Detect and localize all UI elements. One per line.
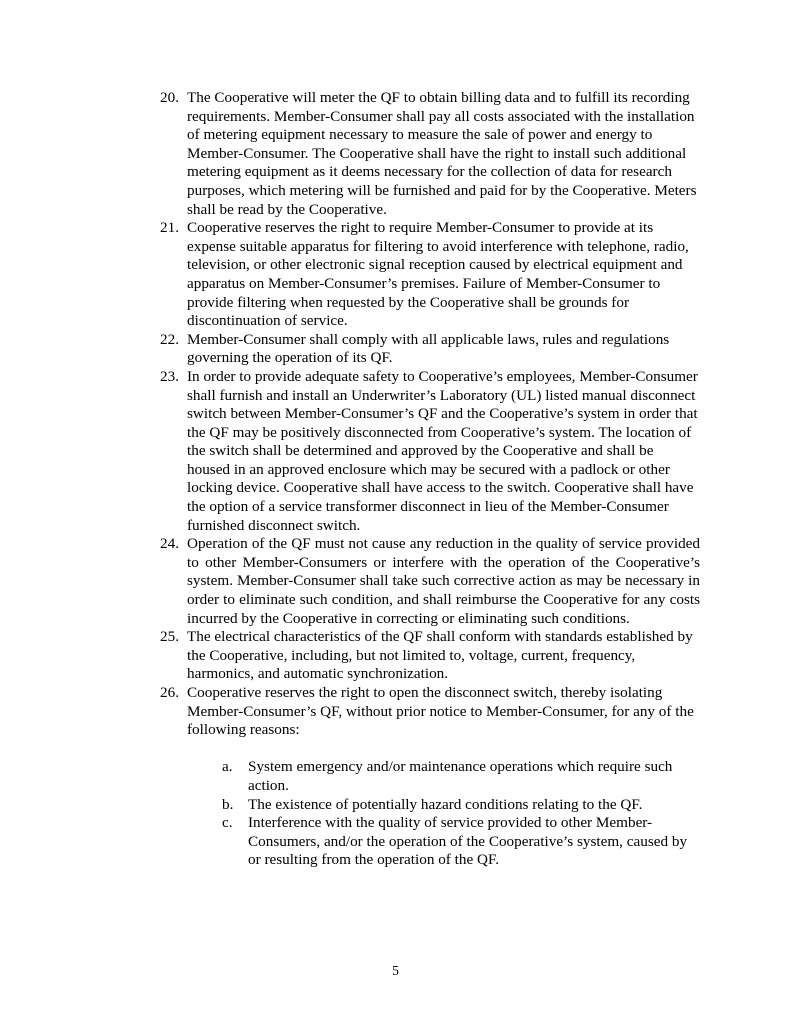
subclause-marker: c.: [222, 814, 233, 832]
clause-text: Cooperative reserves the right to open the disconnect switch, thereby isolating Member-Consumer’s QF, without prior notice to Member-Consumer, for any of the following reasons:: [187, 684, 694, 739]
subclause-marker: a.: [222, 758, 233, 776]
subclause-text: System emergency and/or maintenance operations which require such action.: [248, 758, 673, 794]
clause-item-22: [160, 331, 700, 368]
clause-item-20: [160, 89, 700, 219]
subclause-marker: b.: [222, 795, 234, 813]
clause-marker: 25.: [160, 628, 179, 646]
subclause-text: Interference with the quality of service provided to other Member-Consumers, and/or the operation of the Cooperative’s system, caused by or resulting from the operation of the QF.: [248, 814, 688, 869]
clause-marker: 20.: [160, 89, 179, 106]
clause-item-24: [160, 535, 700, 628]
clause-text: The electrical characteristics of the QF shall conform with standards established by the Cooperative, including, but not limited to, voltage, current, frequency, harmonics, and automatic synchronization.: [187, 628, 693, 683]
document-body: [160, 89, 700, 870]
lettered-subclause-list: [160, 758, 700, 870]
clause-marker: 22.: [160, 330, 179, 348]
clause-text: In order to provide adequate safety to Cooperative’s employees, Member-Consumer shall furnish and install an Underwriter’s Laboratory (UL) listed manual disconnect switch between Member-Consumer’s QF and the Cooperative’s system in order that the QF may be positively disconnected from Cooperative’s system. The location of the switch shall be determined and approved by the Cooperative and shall be housed in an approved enclosure which may be secured with a padlock or other locking device. Cooperative shall have access to the switch. Cooperative shall have the option of a service transformer disconnect in lieu of the Member-Consumer furnished disconnect switch.: [187, 367, 698, 534]
clause-marker: 21.: [160, 219, 179, 237]
clause-item-25: [160, 628, 700, 684]
clause-marker: 24.: [160, 535, 179, 553]
subclause-text: The existence of potentially hazard conditions relating to the QF.: [248, 795, 643, 813]
clause-marker: 26.: [160, 684, 179, 701]
subclause-item-c: [222, 814, 700, 870]
clause-text: The Cooperative will meter the QF to obtain billing data and to fulfill its recording requirements. Member-Consumer shall pay all costs associated with the installation of metering equipment necessary to measure the sale of power and energy to Member-Consumer. The Cooperative shall have the right to install such additional metering equipment as it deems necessary for the collection of data for research purposes, which metering will be furnished and paid for by the Cooperative. Meters shall be read by the Cooperative.: [187, 89, 697, 218]
page-number: 5: [392, 963, 399, 978]
clause-text: Operation of the QF must not cause any reduction in the quality of service provided to other Member-Consumers or interfere with the operation of the Cooperative’s system. Member-Consumer shall take such corrective action as may be necessary in order to eliminate such condition, and shall reimburse the Cooperative for any costs incurred by the Cooperative in correcting or eliminating such conditions.: [187, 535, 700, 627]
clause-item-21: [160, 219, 700, 331]
subclause-item-a: [222, 758, 700, 795]
clause-text: Cooperative reserves the right to require Member-Consumer to provide at its expense suitable apparatus for filtering to avoid interference with telephone, radio, television, or other electronic signal reception caused by electrical equipment and apparatus on Member-Consumer’s premises. Failure of Member-Consumer to provide filtering when requested by the Cooperative shall be grounds for discontinuation of service.: [187, 219, 689, 330]
clause-text: Member-Consumer shall comply with all applicable laws, rules and regulations governing the operation of its QF.: [187, 330, 670, 367]
subclause-item-b: [222, 796, 700, 815]
clause-marker: 23.: [160, 367, 179, 385]
clause-item-26: [160, 684, 700, 740]
clause-item-23: [160, 368, 700, 535]
numbered-clause-list: [160, 89, 700, 740]
